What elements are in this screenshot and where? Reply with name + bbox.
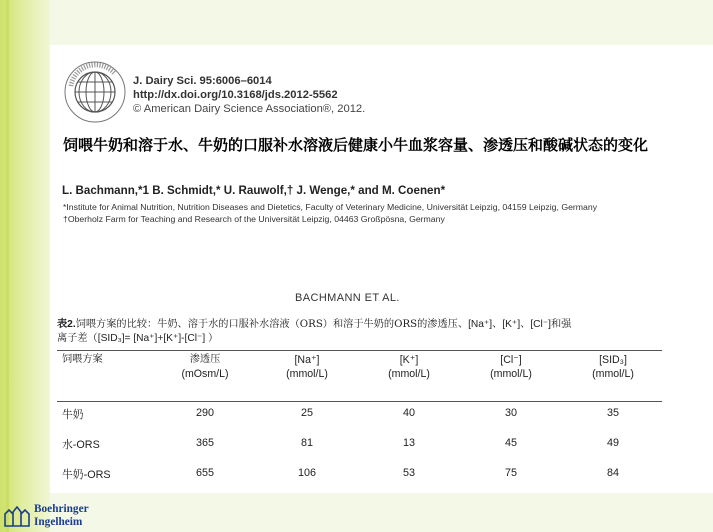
col-header-sid3: [SID₃] (mmol/L) [592,354,634,380]
table-caption [57,318,667,346]
table-cell-row2-na: 81 [300,437,313,449]
table-header-rule [57,401,662,402]
boehringer-logo [4,501,96,531]
left-decorative-band [0,0,50,532]
logo-line-1: Boehringer [34,503,89,515]
table-cell-row1-cl: 30 [504,407,517,419]
running-head: BACHMANN ET AL. [295,292,400,304]
author-list: L. Bachmann,*1 B. Schmidt,* U. Rauwolf,† J. Wenge,* and M. Coenen* [62,184,446,197]
table-label: 表2. [57,319,76,330]
affiliation-2: †Oberholz Farm for Teaching and Research of the Universität Leipzig, 04463 Großpösna, Germany [63,213,445,224]
table-cell-row3-osmolality: 655 [195,467,214,479]
table-cell-row2-regime: 水-ORS [62,439,100,451]
col-header-regime: 饲喂方案 [62,354,103,365]
affiliation-1: *Institute for Animal Nutrition, Nutrition Diseases and Dietetics, Faculty of Veterinary Medicine, Universität Leipzig, 04159 Leipzig, Germany [63,202,598,212]
table-cell-row1-osmolality: 290 [195,407,214,419]
table-cell-row3-regime: 牛奶-ORS [62,469,111,481]
table-cell-row2-k: 13 [402,437,415,449]
col-header-cl: [Cl⁻] (mmol/L) [490,354,532,380]
ads-globe-seal-icon [63,60,127,124]
table-cell-row3-cl: 75 [504,467,517,479]
table-cell-row2-cl: 45 [504,437,517,449]
caption-text-3: 离子差（ [57,333,98,344]
col-header-osmolality: 渗透压 (mOsm/L) [181,354,229,380]
table-cell-row3-na: 106 [297,467,316,479]
table-cell-row3-k: 53 [402,467,415,479]
table-cell-row2-sid3: 49 [606,437,619,449]
table-cell-row1-na: 25 [300,407,313,419]
table-cell-row3-sid3: 84 [606,467,619,479]
journal-line: J. Dairy Sci. 95:6006–6014 [133,75,272,87]
affiliations [63,202,703,225]
caption-text-2: [Na⁺]、[K⁺]、[Cl⁻]和强 [468,319,572,330]
article-title-chinese: 饲喂牛奶和溶于水、牛奶的口服补水溶液后健康小牛血浆容量、渗透压和酸碱状态的变化 [63,136,649,154]
table-top-rule [57,350,662,351]
boehringer-building-icon [4,505,30,527]
table-cell-row1-sid3: 35 [606,407,619,419]
caption-text-4: [SID₃]= [Na⁺]+[K⁺]-[Cl⁻] ） [97,333,219,344]
logo-line-2: Ingelheim [34,516,83,528]
doi-line: http://dx.doi.org/10.3168/jds.2012-5562 [133,89,338,101]
table-cell-row1-k: 40 [402,407,415,419]
caption-text-1: 饲喂方案的比较：牛奶、溶于水的口服补水溶液（ORS）和溶于牛奶的ORS的渗透压、 [75,319,469,330]
col-header-k: [K⁺] (mmol/L) [388,354,430,380]
table-cell-row2-osmolality: 365 [195,437,214,449]
journal-reference [133,74,365,116]
table-cell-row1-regime: 牛奶 [62,409,84,421]
col-header-na: [Na⁺] (mmol/L) [286,354,328,380]
copyright-line: © American Dairy Science Association®, 2012. [133,103,366,115]
